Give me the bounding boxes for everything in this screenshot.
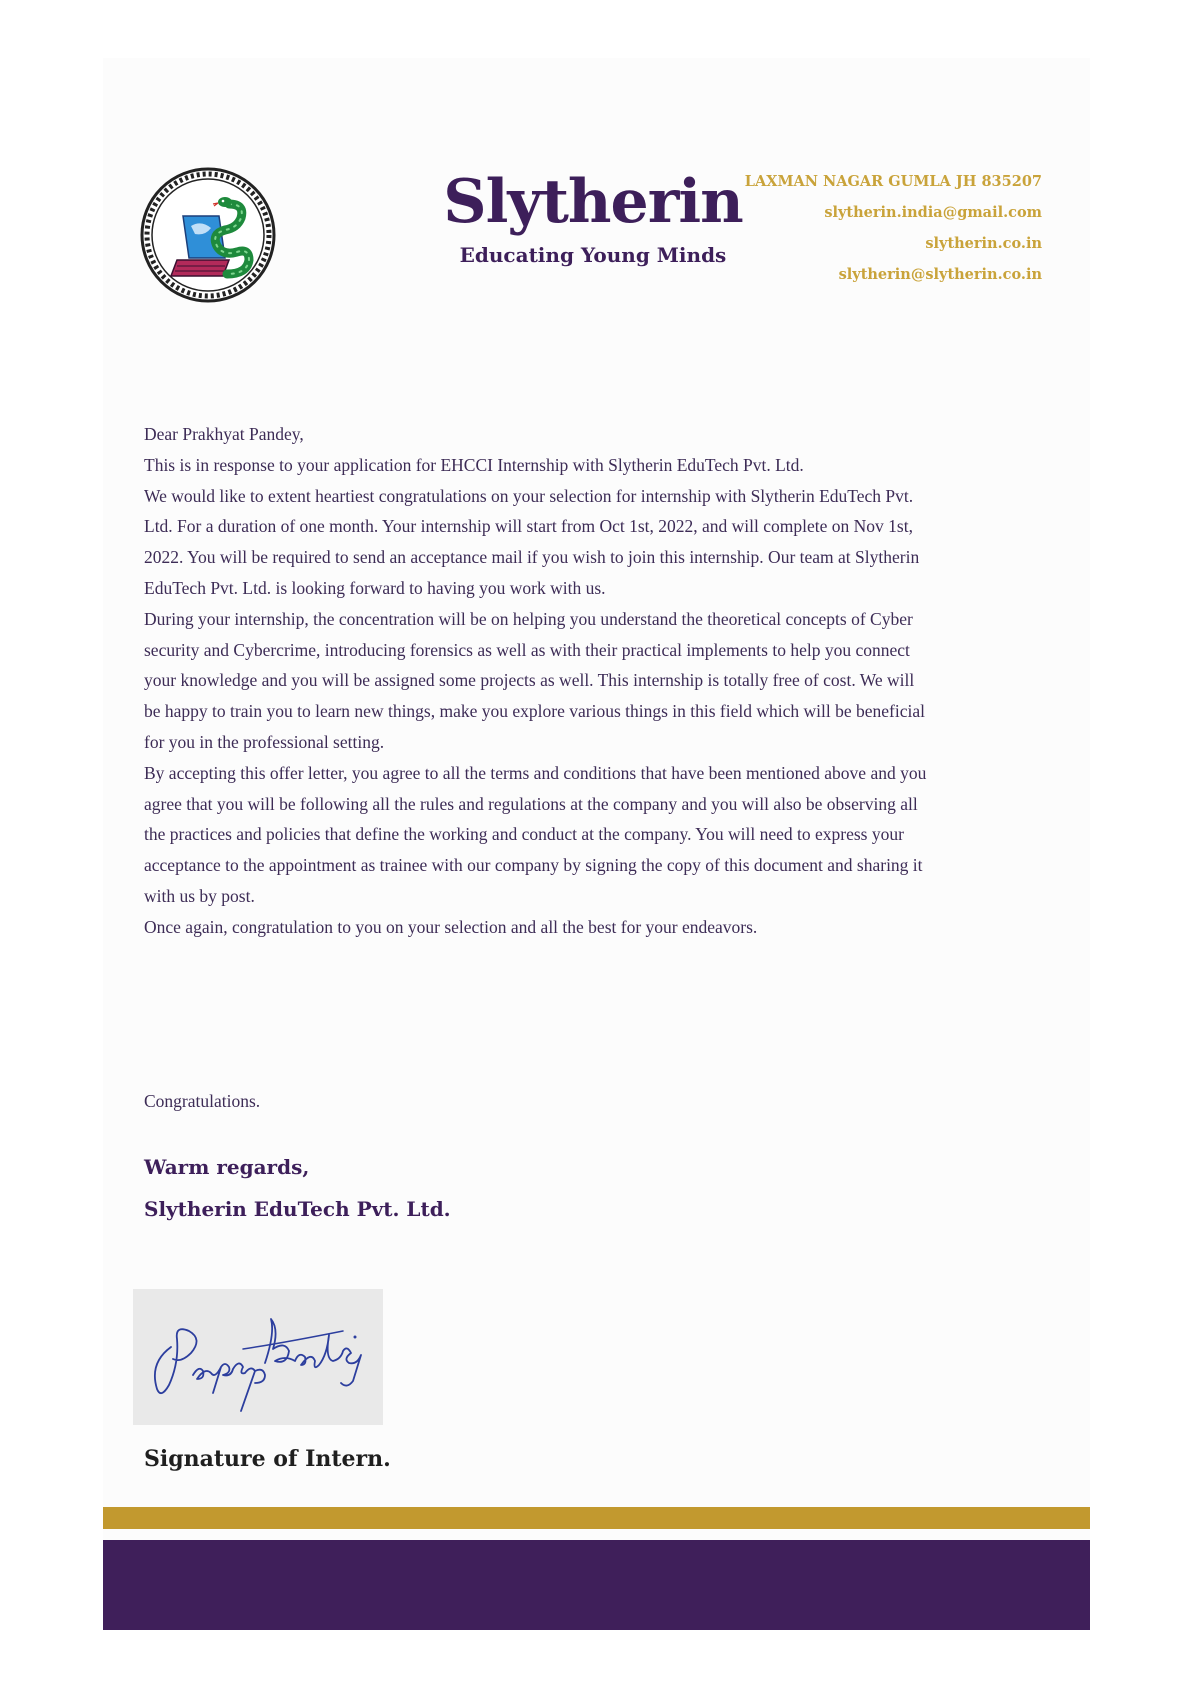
company-logo	[137, 164, 279, 306]
signature-image	[133, 1289, 383, 1425]
handwritten-signature	[133, 1289, 383, 1425]
letter-paragraph: Once again, congratulation to you on your selection and all the best for your endeavors.	[144, 916, 758, 937]
sign-off	[144, 1146, 451, 1230]
letter-paragraph: This is in response to your application for EHCCI Internship with Slytherin EduTech Pvt. Ltd.	[144, 454, 804, 475]
company-name: Slytherin EduTech Pvt. Ltd.	[144, 1197, 451, 1221]
letter-paragraph: We would like to extent heartiest congratulations on your selection for internship with Slytherin EduTech Pvt. Ltd. For a duration of one month. Your internship will start from Oct 1st, 2022, and will complete on Nov 1st, 2022. You will be required to send an acceptance mail if you wish to join this internship. Our team at Slytherin EduTech Pvt. Ltd. is looking forward to having you work with us.	[144, 485, 920, 598]
letter-body	[144, 419, 934, 943]
letter-page	[103, 58, 1090, 1630]
regards-line: Warm regards,	[144, 1155, 310, 1179]
footer-purple-bar	[103, 1540, 1090, 1630]
letter-paragraph: By accepting this offer letter, you agree to all the terms and conditions that have been mentioned above and you agree that you will be following all the rules and regulations at the company and you will also be observing all the practices and policies that define the working and conduct at the company. You will need to express your acceptance to the appointment as trainee with our company by signing the copy of this document and sharing it with us by post.	[144, 762, 927, 906]
salutation: Dear Prakhyat Pandey,	[144, 424, 304, 444]
contact-email-alt: slytherin@slytherin.co.in	[838, 266, 1042, 283]
contact-address: LAXMAN NAGAR GUMLA JH 835207	[744, 173, 1042, 190]
footer-gold-bar	[103, 1507, 1090, 1529]
signature-label: Signature of Intern.	[144, 1446, 391, 1472]
contact-email: slytherin.india@gmail.com	[824, 204, 1042, 221]
closing-line: Congratulations.	[144, 1091, 261, 1111]
contact-block	[702, 166, 1042, 290]
letter-paragraph: During your internship, the concentration will be on helping you understand the theoretical concepts of Cyber security and Cybercrime, introducing forensics as well as with their practical implements to help you connect your knowledge and you will be assigned some projects as well. This internship is totally free of cost. We will be happy to train you to learn new things, make you explore various things in this field which will be beneficial for you in the professional setting.	[144, 608, 925, 752]
brand-tagline: Educating Young Minds	[459, 243, 727, 267]
brand-name: Slytherin	[443, 167, 743, 237]
snake-laptop-seal-icon	[137, 164, 279, 306]
contact-website: slytherin.co.in	[925, 235, 1042, 252]
